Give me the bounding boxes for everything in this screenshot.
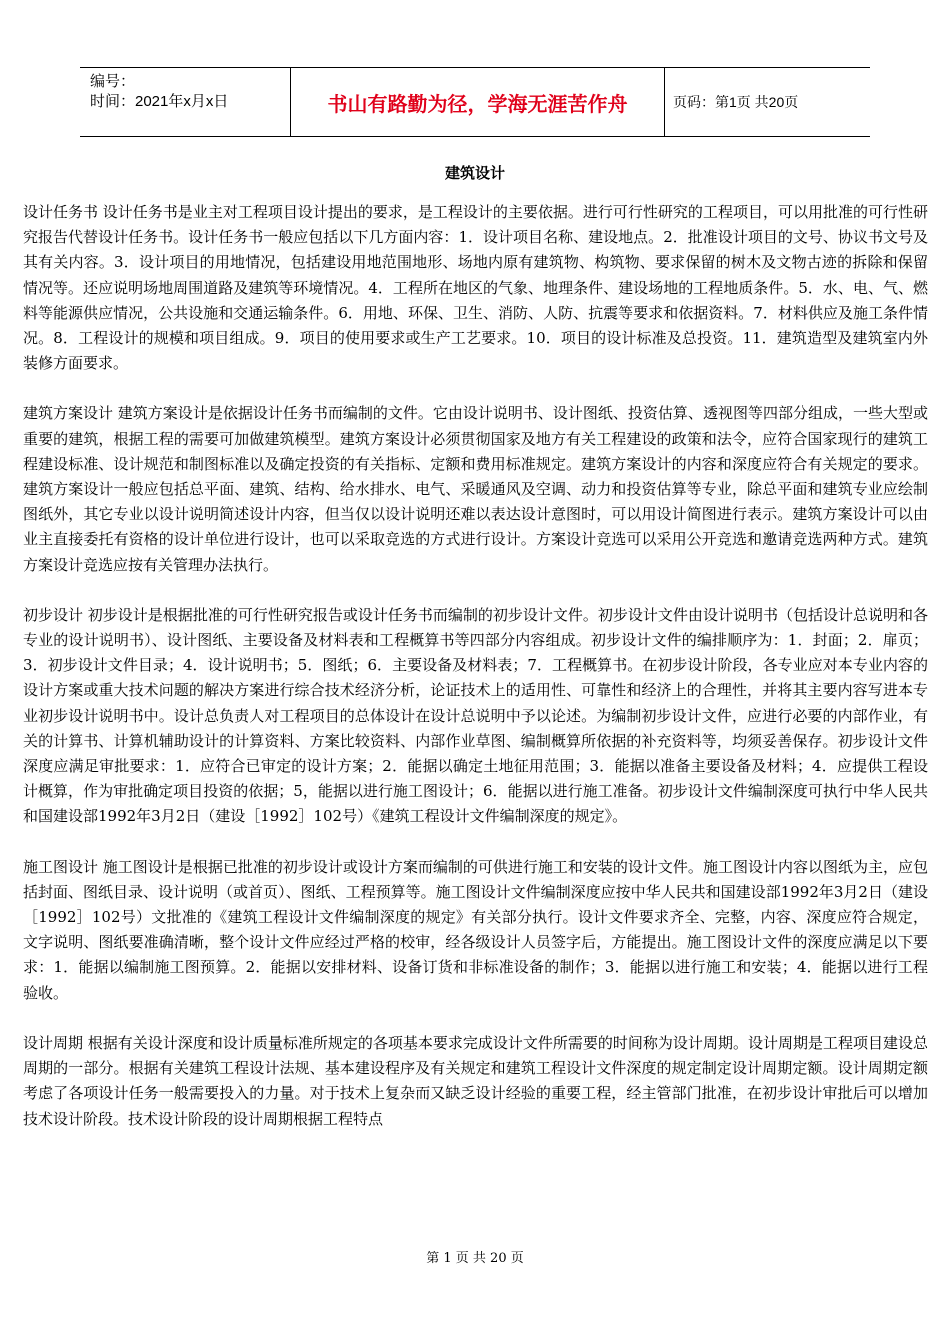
page-header [80, 67, 870, 137]
paragraph-design-brief: 设计任务书 设计任务书是业主对工程项目设计提出的要求，是工程设计的主要依据。进行可行性研究的工程项目，可以用批准的可行性研究报告代替设计任务书。设计任务书一般应包括以下几方面内容：1．设计项目名称、建设地点。2．批准设计项目的文号、协议书文号及其有关内容。3．设计项目的用地情况，包括建设用地范围地形、场地内原有建筑物、构筑物、要求保留的树木及文物古迹的拆除和保留情况等。还应说明场地周围道路及建筑等环境情况。4．工程所在地区的气象、地理条件、建设场地的工程地质条件。5．水、电、气、燃料等能源供应情况，公共设施和交通运输条件。6．用地、环保、卫生、消防、人防、抗震等要求和依据资料。7．材料供应及施工条件情况。8．工程设计的规模和项目组成。9．项目的使用要求或生产工艺要求。10．项目的设计标准及总投资。11．建筑造型及建筑室内外装修方面要求。 [23, 203, 928, 373]
page-footer: 第 1 页 共 20 页 [426, 1251, 524, 1266]
document-title: 建筑设计 [444, 164, 505, 182]
paragraph-construction-drawing: 施工图设计 施工图设计是根据已批准的初步设计或设计方案而编制的可供进行施工和安装的设计文件。施工图设计内容以图纸为主，应包括封面、图纸目录、设计说明（或首页）、图纸、工程预算等。施工图设计文件编制深度应按中华人民共和国建设部1992年3月2日（建设［1992］102号）文批准的《建筑工程设计文件编制深度的规定》有关部分执行。设计文件要求齐全、完整，内容、深度应符合规定，文字说明、图纸要准确清晰，整个设计文件应经过严格的校审，经各级设计人员签字后，方能提出。施工图设计文件的深度应满足以下要求：1．能据以编制施工图预算。2．能据以安排材料、设备订货和非标准设备的制作；3．能据以进行施工和安装；4．能据以进行工程验收。 [23, 857, 928, 1002]
header-meta [80, 68, 291, 136]
document-number-label: 编号： [90, 73, 136, 90]
document-body [23, 200, 928, 1157]
document-time-label: 时间：2021年x月x日 [90, 93, 229, 110]
header-motto: 书山有路勤为径，学海无涯苦作舟 [291, 68, 665, 136]
paragraph-design-cycle: 设计周期 根据有关设计深度和设计质量标准所规定的各项基本要求完成设计文件所需要的时间称为设计周期。设计周期是工程项目建设总周期的一部分。根据有关建筑工程设计法规、基本建设程序及有关规定和建筑工程设计文件深度的规定制定设计周期定额。设计周期定额考虑了各项设计任务一般需要投入的力量。对于技术上复杂而又缺乏设计经验的重要工程，经主管部门批准，在初步设计审批后可以增加技术设计阶段。技术设计阶段的设计周期根据工程特点 [23, 1033, 928, 1128]
header-page-info: 页码：第1页 共20页 [673, 94, 799, 110]
paragraph-scheme-design: 建筑方案设计 建筑方案设计是依据设计任务书而编制的文件。它由设计说明书、设计图纸、投资估算、透视图等四部分组成，一些大型或重要的建筑，根据工程的需要可加做建筑模型。建筑方案设计必须贯彻国家及地方有关工程建设的政策和法令，应符合国家现行的建筑工程建设标准、设计规范和制图标准以及确定投资的有关指标、定额和费用标准规定。建筑方案设计的内容和深度应符合有关规定的要求。建筑方案设计一般应包括总平面、建筑、结构、给水排水、电气、采暖通风及空调、动力和投资估算等专业，除总平面和建筑专业应绘制图纸外，其它专业以设计说明简述设计内容，但当仅以设计说明还难以表达设计意图时，可以用设计简图进行表示。建筑方案设计可以由业主直接委托有资格的设计单位进行设计，也可以采取竞选的方式进行设计。方案设计竞选可以采用公开竞选和邀请竞选两种方式。建筑方案设计竞选应按有关管理办法执行。 [23, 404, 928, 574]
paragraph-preliminary-design: 初步设计 初步设计是根据批准的可行性研究报告或设计任务书而编制的初步设计文件。初步设计文件由设计说明书（包括设计总说明和各专业的设计说明书）、设计图纸、主要设备及材料表和工程概算书等四部分内容组成。初步设计文件的编排顺序为：1．封面；2．扉页；3．初步设计文件目录；4．设计说明书；5．图纸；6．主要设备及材料表；7．工程概算书。在初步设计阶段，各专业应对本专业内容的设计方案或重大技术问题的解决方案进行综合技术经济分析，论证技术上的适用性、可靠性和经济上的合理性，并将其主要内容写进本专业初步设计说明书中。设计总负责人对工程项目的总体设计在设计总说明中予以论述。为编制初步设计文件，应进行必要的内部作业，有关的计算书、计算机辅助设计的计算资料、方案比较资料、内部作业草图、编制概算所依据的补充资料等，均须妥善保存。初步设计文件深度应满足审批要求：1．应符合已审定的设计方案；2．能据以确定土地征用范围；3．能据以准备主要设备及材料；4．应提供工程设计概算，作为审批确定项目投资的依据；5，能据以进行施工图设计；6．能据以进行施工准备。初步设计文件编制深度可执行中华人民共和国建设部1992年3月2日（建设［1992］102号）《建筑工程设计文件编制深度的规定》。 [23, 605, 928, 826]
